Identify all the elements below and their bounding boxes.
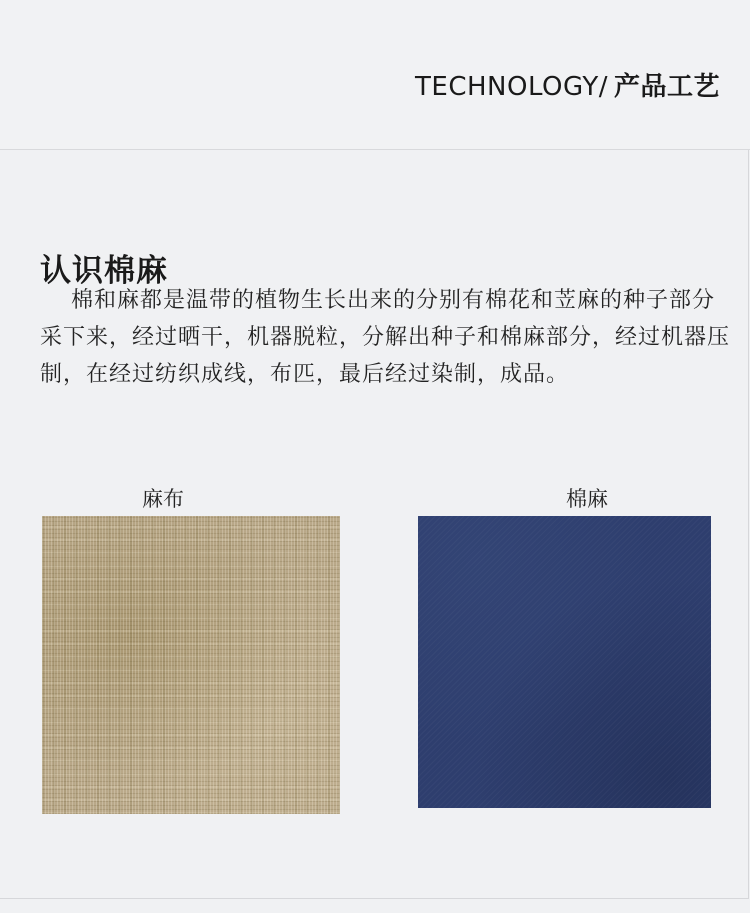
page-title <box>415 66 720 103</box>
title-separator: / <box>598 72 608 102</box>
sample-label-linen: 麻布 <box>142 487 184 511</box>
page-title-en: TECHNOLOGY <box>415 72 599 102</box>
linen-fabric-swatch <box>42 516 340 814</box>
cotton-linen-fabric-swatch <box>418 516 711 808</box>
section-body: 棉和麻都是温带的植物生长出来的分别有棉花和苙麻的种子部分采下来，经过晒干，机器脱粒，分解出种子和棉麻部分，经过机器压制，在经过纺织成线，布匹，最后经过染制，成品。 <box>40 288 731 387</box>
page-title-zh: 产品工艺 <box>613 72 720 102</box>
section-heading: 认识棉麻 <box>40 253 168 289</box>
sample-label-cotton-linen: 棉麻 <box>566 487 608 511</box>
header-band <box>0 0 750 150</box>
